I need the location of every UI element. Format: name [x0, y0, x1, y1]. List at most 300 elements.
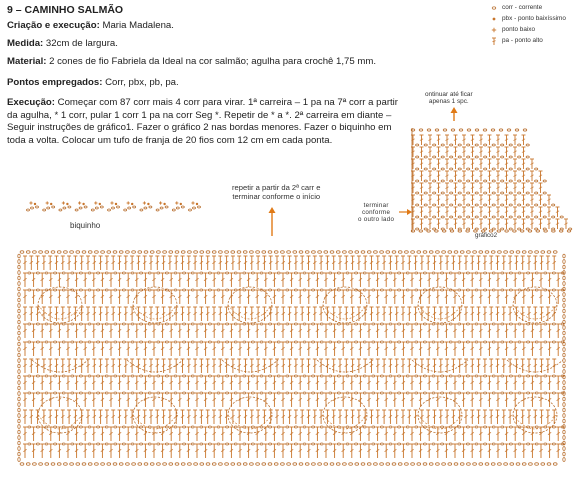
chain-stitch — [458, 216, 461, 218]
chain-stitch — [97, 443, 100, 445]
chain-stitch — [294, 443, 297, 445]
chain-stitch — [234, 272, 237, 274]
chain-stitch — [131, 341, 134, 343]
criacao-value: Maria Madalena. — [99, 20, 174, 31]
chain-stitch — [88, 323, 91, 325]
chain-stitch — [175, 251, 179, 254]
chain-stitch — [563, 436, 565, 440]
chain-stitch — [75, 209, 78, 211]
chain-stitch — [467, 192, 470, 194]
chain-stitch — [467, 216, 470, 218]
picot-dot — [147, 203, 149, 205]
chain-stitch — [451, 129, 455, 131]
chain-stitch — [563, 359, 565, 363]
chain-stitch — [380, 251, 384, 254]
chain-stitch — [100, 206, 103, 208]
repeat-note-line1: repetir a partir da 2ª carr e — [232, 183, 321, 192]
chain-stitch — [18, 315, 20, 319]
chain-stitch — [277, 272, 280, 274]
chain-stitch — [389, 289, 392, 291]
chain-stitch — [277, 375, 280, 377]
chain-stitch — [144, 207, 147, 209]
chain-stitch — [26, 463, 30, 466]
chain-stitch — [148, 392, 151, 394]
chain-stitch — [441, 204, 444, 206]
chain-stitch — [208, 443, 211, 445]
chain-stitch — [460, 463, 464, 466]
chain-stitch — [563, 293, 565, 297]
chain-stitch — [449, 341, 452, 343]
repeat-note-line2: terminar conforme o início — [232, 192, 321, 201]
chain-stitch — [398, 463, 402, 466]
chain-stitch — [346, 443, 349, 445]
chain-stitch — [484, 156, 487, 158]
chain-stitch — [485, 463, 489, 466]
chain-stitch — [165, 341, 168, 343]
chain-stitch — [563, 386, 565, 390]
chain-stitch — [281, 463, 285, 466]
chain-stitch — [398, 426, 401, 428]
chain-stitch — [544, 392, 547, 394]
chain-stitch — [518, 375, 521, 377]
chain-stitch — [449, 375, 452, 377]
chain-stitch — [429, 251, 433, 254]
chain-stitch — [343, 251, 347, 254]
chain-stitch — [406, 341, 409, 343]
chain-stitch — [433, 192, 436, 194]
chain-stitch — [450, 204, 453, 206]
chain-stitch — [415, 323, 418, 325]
chain-stitch — [163, 251, 167, 254]
chain-stitch — [475, 168, 478, 170]
chain-stitch — [133, 206, 136, 208]
chain-stitch — [466, 230, 470, 232]
chain-stitch — [458, 341, 461, 343]
chain-stitch — [105, 341, 108, 343]
chain-stitch — [509, 375, 512, 377]
chain-stitch — [79, 272, 82, 274]
chain-stitch — [563, 276, 565, 280]
chain-stitch — [513, 230, 517, 232]
chain-stitch — [226, 375, 229, 377]
chain-stitch — [367, 251, 371, 254]
chain-stitch — [475, 204, 478, 206]
chain-stitch — [372, 392, 375, 394]
chain-stitch — [475, 323, 478, 325]
chain-stitch — [448, 463, 452, 466]
chain-stitch — [526, 216, 529, 218]
chain-stitch — [423, 443, 426, 445]
chain-stitch — [466, 289, 469, 291]
chain-stitch — [88, 289, 91, 291]
chain-stitch — [320, 323, 323, 325]
chain-stitch — [405, 251, 409, 254]
chain-stitch — [45, 392, 48, 394]
chain-stitch — [380, 463, 384, 466]
chain-stitch — [208, 341, 211, 343]
chain-stitch — [509, 192, 512, 194]
chain-stitch — [208, 426, 211, 428]
chain-stitch — [329, 375, 332, 377]
chain-stitch — [157, 323, 160, 325]
chain-stitch — [518, 392, 521, 394]
chain-stitch — [492, 180, 495, 182]
chain-stitch — [458, 375, 461, 377]
chain-stitch — [131, 323, 134, 325]
chain-stitch — [45, 341, 48, 343]
chain-stitch — [363, 426, 366, 428]
chain-stitch — [374, 463, 378, 466]
chain-stitch — [262, 251, 266, 254]
chain-stitch — [427, 129, 431, 131]
chain-stitch — [398, 323, 401, 325]
chain-stitch — [484, 144, 487, 146]
chain-stitch — [114, 426, 117, 428]
chain-stitch — [544, 323, 547, 325]
chain-stitch — [212, 463, 216, 466]
chain-stitch — [509, 323, 512, 325]
chain-stitch — [312, 375, 315, 377]
chain-stitch — [84, 206, 87, 208]
chain-stitch — [329, 323, 332, 325]
chain-stitch — [466, 341, 469, 343]
picot-dot — [115, 203, 117, 205]
chain-stitch — [450, 144, 453, 146]
chain-stitch — [535, 443, 538, 445]
chain-stitch — [501, 144, 504, 146]
chain-stitch — [442, 251, 446, 254]
chain-stitch — [148, 443, 151, 445]
chain-stitch — [28, 443, 31, 445]
chain-stitch — [191, 272, 194, 274]
chain-stitch — [219, 251, 223, 254]
chain-stitch — [138, 251, 142, 254]
chain-stitch — [260, 272, 263, 274]
chain-stitch — [526, 156, 529, 158]
chain-stitch — [501, 392, 504, 394]
chain-stitch — [433, 144, 436, 146]
chain-stitch — [251, 392, 254, 394]
chain-stitch — [45, 463, 49, 466]
chain-stitch — [563, 254, 565, 258]
chain-stitch — [198, 206, 201, 208]
chain-stitch — [501, 168, 504, 170]
chain-stitch — [174, 443, 177, 445]
chain-stitch — [535, 204, 538, 206]
chain-stitch — [527, 323, 530, 325]
chain-stitch — [361, 463, 365, 466]
chain-stitch — [504, 463, 508, 466]
chain-stitch — [33, 463, 37, 466]
chain-stitch — [337, 375, 340, 377]
chain-stitch — [423, 272, 426, 274]
chain-stitch — [71, 375, 74, 377]
chain-stitch — [416, 144, 419, 146]
chain-stitch — [174, 323, 177, 325]
chain-stitch — [509, 156, 512, 158]
chain-stitch — [509, 216, 512, 218]
chain-stitch — [518, 341, 521, 343]
chain-stitch — [460, 251, 464, 254]
chain-stitch — [479, 251, 483, 254]
chain-stitch — [140, 209, 143, 211]
chain-stitch — [122, 426, 125, 428]
chain-stitch — [28, 341, 31, 343]
chain-stitch — [505, 230, 509, 232]
chain-stitch — [516, 251, 520, 254]
chain-stitch — [132, 251, 136, 254]
chain-stitch — [535, 192, 538, 194]
chain-stitch — [226, 323, 229, 325]
chain-stitch — [424, 228, 427, 230]
chain-stitch — [552, 323, 555, 325]
chain-stitch — [501, 180, 504, 182]
chain-stitch — [70, 251, 74, 254]
chain-stitch — [277, 289, 280, 291]
chain-stitch — [492, 168, 495, 170]
chain-stitch — [200, 341, 203, 343]
chain-stitch — [450, 168, 453, 170]
chain-stitch — [287, 463, 291, 466]
chain-stitch — [54, 272, 57, 274]
chain-stitch — [363, 272, 366, 274]
chain-stitch — [200, 323, 203, 325]
chain-stitch — [287, 251, 291, 254]
chain-stitch — [140, 272, 143, 274]
legend-symbols — [492, 7, 496, 45]
chain-stitch — [62, 443, 65, 445]
chain-stitch — [277, 392, 280, 394]
chain-stitch — [274, 251, 278, 254]
chain-stitch — [131, 375, 134, 377]
chain-stitch — [183, 341, 186, 343]
chain-stitch — [329, 443, 332, 445]
chain-stitch — [234, 392, 237, 394]
chain-stitch — [329, 341, 332, 343]
chain-stitch — [303, 289, 306, 291]
chain-stitch — [406, 323, 409, 325]
chain-stitch — [183, 323, 186, 325]
chain-stitch — [79, 289, 82, 291]
chain-stitch — [18, 375, 20, 379]
chain-stitch — [18, 419, 20, 423]
chain-stitch — [97, 426, 100, 428]
chain-stitch — [18, 353, 20, 357]
chain-stitch — [174, 392, 177, 394]
motif-loop — [38, 287, 82, 323]
chain-stitch — [466, 375, 469, 377]
chain-stitch — [424, 192, 427, 194]
chain-stitch — [526, 204, 529, 206]
chain-stitch — [516, 463, 520, 466]
chain-stitch — [501, 156, 504, 158]
chain-stitch — [509, 341, 512, 343]
chain-stitch — [475, 156, 478, 158]
chain-stitch — [484, 272, 487, 274]
chain-stitch — [320, 289, 323, 291]
chain-stitch — [243, 289, 246, 291]
chain-stitch — [424, 216, 427, 218]
biquinho-pattern — [27, 201, 201, 211]
pbx-dot — [493, 18, 496, 21]
chain-stitch — [450, 216, 453, 218]
chain-stitch — [71, 341, 74, 343]
chain-stitch — [544, 443, 547, 445]
chain-stitch — [206, 463, 210, 466]
chain-stitch — [318, 251, 322, 254]
chain-stitch — [398, 251, 402, 254]
chain-stitch — [18, 430, 20, 434]
chain-stitch — [450, 192, 453, 194]
chain-stitch — [406, 272, 409, 274]
chain-stitch — [467, 251, 471, 254]
picot-dot — [196, 203, 198, 205]
chain-stitch — [320, 375, 323, 377]
motif-swag — [317, 360, 373, 372]
chain-stitch — [251, 341, 254, 343]
chain-stitch — [165, 426, 168, 428]
chain-stitch — [435, 129, 439, 131]
chain-stitch — [18, 397, 20, 401]
chain-stitch — [518, 168, 521, 170]
chain-stitch — [217, 323, 220, 325]
chain-stitch — [36, 206, 39, 208]
chain-stitch — [57, 251, 61, 254]
chain-stitch — [553, 463, 557, 466]
chain-stitch — [492, 192, 495, 194]
chain-stitch — [552, 216, 555, 218]
chain-stitch — [18, 392, 20, 396]
chain-stitch — [62, 375, 65, 377]
chain-stitch — [535, 251, 539, 254]
chain-stitch — [563, 419, 565, 423]
chain-stitch — [62, 392, 65, 394]
chain-stitch — [174, 272, 177, 274]
chain-stitch — [114, 375, 117, 377]
chain-stitch — [122, 443, 125, 445]
chain-stitch — [71, 392, 74, 394]
chain-stitch — [355, 426, 358, 428]
chain-stitch — [363, 289, 366, 291]
chain-stitch — [305, 463, 309, 466]
chain-stitch — [174, 341, 177, 343]
chain-stitch — [507, 129, 511, 131]
chain-stitch — [561, 375, 564, 377]
chain-stitch — [131, 443, 134, 445]
chain-stitch — [346, 341, 349, 343]
chain-stitch — [458, 192, 461, 194]
chain-stitch — [18, 265, 20, 269]
chain-stitch — [88, 463, 92, 466]
chain-stitch — [501, 289, 504, 291]
chain-stitch — [36, 443, 39, 445]
chain-stitch — [28, 375, 31, 377]
chain-stitch — [20, 251, 24, 254]
motif-loop — [133, 397, 177, 433]
chain-stitch — [45, 251, 49, 254]
chain-stitch — [424, 168, 427, 170]
chain-stitch — [18, 414, 20, 418]
chain-stitch — [260, 443, 263, 445]
chain-stitch — [449, 443, 452, 445]
chain-stitch — [320, 392, 323, 394]
chain-stitch — [498, 463, 502, 466]
repeat-arrow-icon — [269, 207, 276, 236]
chain-stitch — [509, 168, 512, 170]
chain-stitch — [441, 144, 444, 146]
continue-arrow-icon — [451, 107, 458, 121]
chain-stitch — [475, 144, 478, 146]
chain-stitch — [150, 251, 154, 254]
chain-stitch — [243, 426, 246, 428]
chain-stitch — [563, 381, 565, 385]
chain-stitch — [337, 426, 340, 428]
chain-stitch — [234, 341, 237, 343]
chain-stitch — [497, 230, 501, 232]
chain-stitch — [274, 463, 278, 466]
chain-stitch — [518, 156, 521, 158]
chain-stitch — [416, 228, 419, 230]
chain-stitch — [449, 272, 452, 274]
chain-stitch — [535, 426, 538, 428]
chain-stitch — [349, 251, 353, 254]
chain-stitch — [518, 289, 521, 291]
chain-stitch — [324, 251, 328, 254]
chain-stitch — [320, 443, 323, 445]
chain-stitch — [492, 426, 495, 428]
chain-stitch — [509, 204, 512, 206]
chain-stitch — [269, 341, 272, 343]
chain-stitch — [286, 426, 289, 428]
chain-stitch — [484, 289, 487, 291]
chain-stitch — [561, 443, 564, 445]
chain-stitch — [492, 289, 495, 291]
chain-stitch — [27, 209, 30, 211]
chain-stitch — [293, 251, 297, 254]
chain-stitch — [526, 228, 529, 230]
chain-stitch — [419, 129, 423, 131]
chain-stitch — [303, 341, 306, 343]
chain-stitch — [398, 443, 401, 445]
legend-slipstitch-label: pbx - ponto baixíssimo — [502, 15, 566, 22]
chart1-grid — [18, 251, 565, 466]
chain-stitch — [105, 443, 108, 445]
chain-stitch — [36, 289, 39, 291]
chain-stitch — [427, 230, 431, 232]
picot-dot — [66, 203, 68, 205]
chain-stitch — [217, 392, 220, 394]
arrow-head — [407, 209, 412, 215]
material-value: 2 cones de fio Fabriela da Ideal na cor salmão; agulha para crochê 1,75 mm. — [46, 56, 377, 67]
chain-stitch — [475, 129, 479, 131]
chain-stitch — [552, 443, 555, 445]
chain-stitch — [501, 204, 504, 206]
chain-stitch — [363, 341, 366, 343]
chain-stitch — [458, 144, 461, 146]
chain-stitch — [175, 463, 179, 466]
chain-stitch — [501, 375, 504, 377]
chain-stitch — [529, 463, 533, 466]
chain-stitch — [380, 289, 383, 291]
chain-stitch — [262, 463, 266, 466]
chain-stitch — [126, 251, 130, 254]
chain-stitch — [406, 375, 409, 377]
chain-stitch — [329, 392, 332, 394]
chain-stitch — [88, 375, 91, 377]
chain-stitch — [484, 192, 487, 194]
motif-swag — [127, 360, 183, 372]
chain-stitch — [165, 206, 168, 208]
